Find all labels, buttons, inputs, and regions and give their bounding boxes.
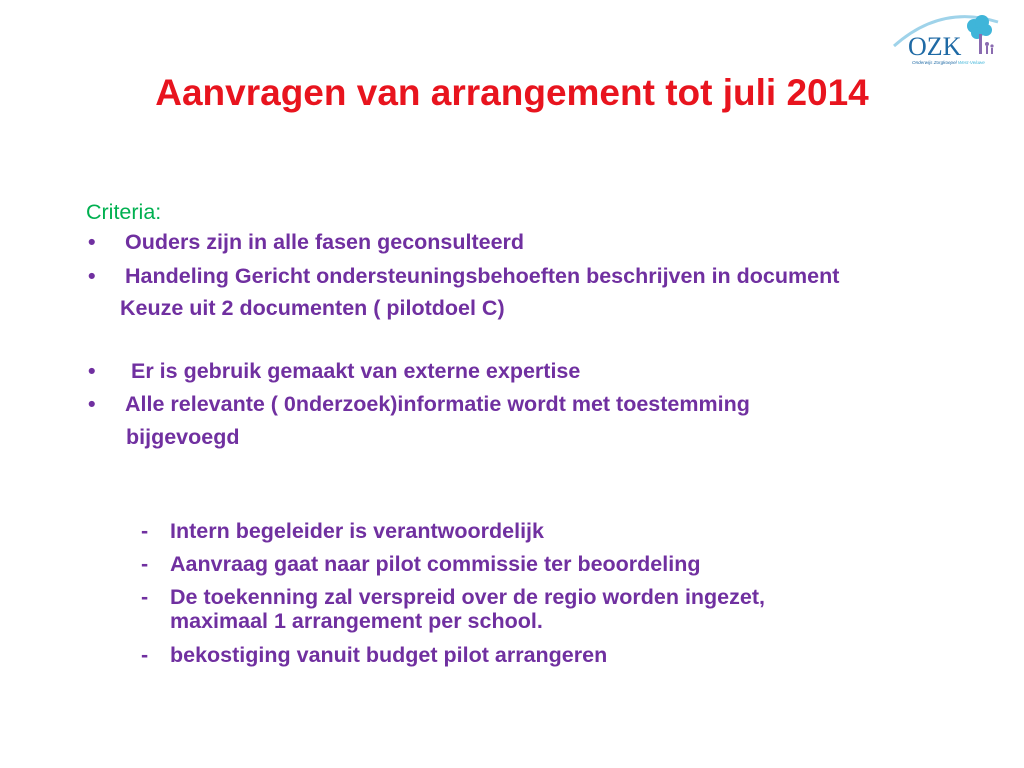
dash-item: bekostiging vanuit budget pilot arrangeren [170, 643, 608, 667]
logo-tagline-1: Onderwijs Zorgkoepel [912, 60, 958, 65]
bullet-marker: • [88, 264, 96, 288]
bullet-marker: • [88, 230, 96, 254]
bullet-continuation: Keuze uit 2 documenten ( pilotdoel C) [120, 296, 505, 320]
dash-item: Aanvraag gaat naar pilot commissie ter beoordeling [170, 552, 701, 576]
svg-text:Onderwijs Zorgkoepel West-Velu [912, 60, 985, 65]
dash-marker: - [141, 519, 149, 543]
dash-continuation: maximaal 1 arrangement per school. [170, 609, 543, 633]
bullet-marker: • [88, 392, 96, 416]
slide-title: Aanvragen van arrangement tot juli 2014 [155, 72, 869, 113]
dash-marker: - [141, 552, 149, 576]
criteria-label: Criteria: [86, 200, 162, 224]
bullet-marker: • [88, 359, 96, 383]
bullet-item: Ouders zijn in alle fasen geconsulteerd [125, 230, 525, 254]
dash-item: De toekenning zal verspreid over de regio worden ingezet, [170, 585, 765, 609]
dash-marker: - [141, 585, 149, 609]
bullet-item: Handeling Gericht ondersteuningsbehoeften beschrijven in document [125, 264, 840, 288]
logo-text: OZK [908, 32, 962, 61]
ozk-logo [886, 8, 1016, 78]
dash-marker: - [141, 643, 149, 667]
bullet-item: Er is gebruik gemaakt van externe expertise [131, 359, 581, 383]
dash-item: Intern begeleider is verantwoordelijk [170, 519, 544, 543]
bullet-continuation: bijgevoegd [126, 425, 240, 449]
bullet-item: Alle relevante ( 0nderzoek)informatie wordt met toestemming [125, 392, 750, 416]
logo-tagline-2: West-Veluwe [957, 60, 985, 65]
